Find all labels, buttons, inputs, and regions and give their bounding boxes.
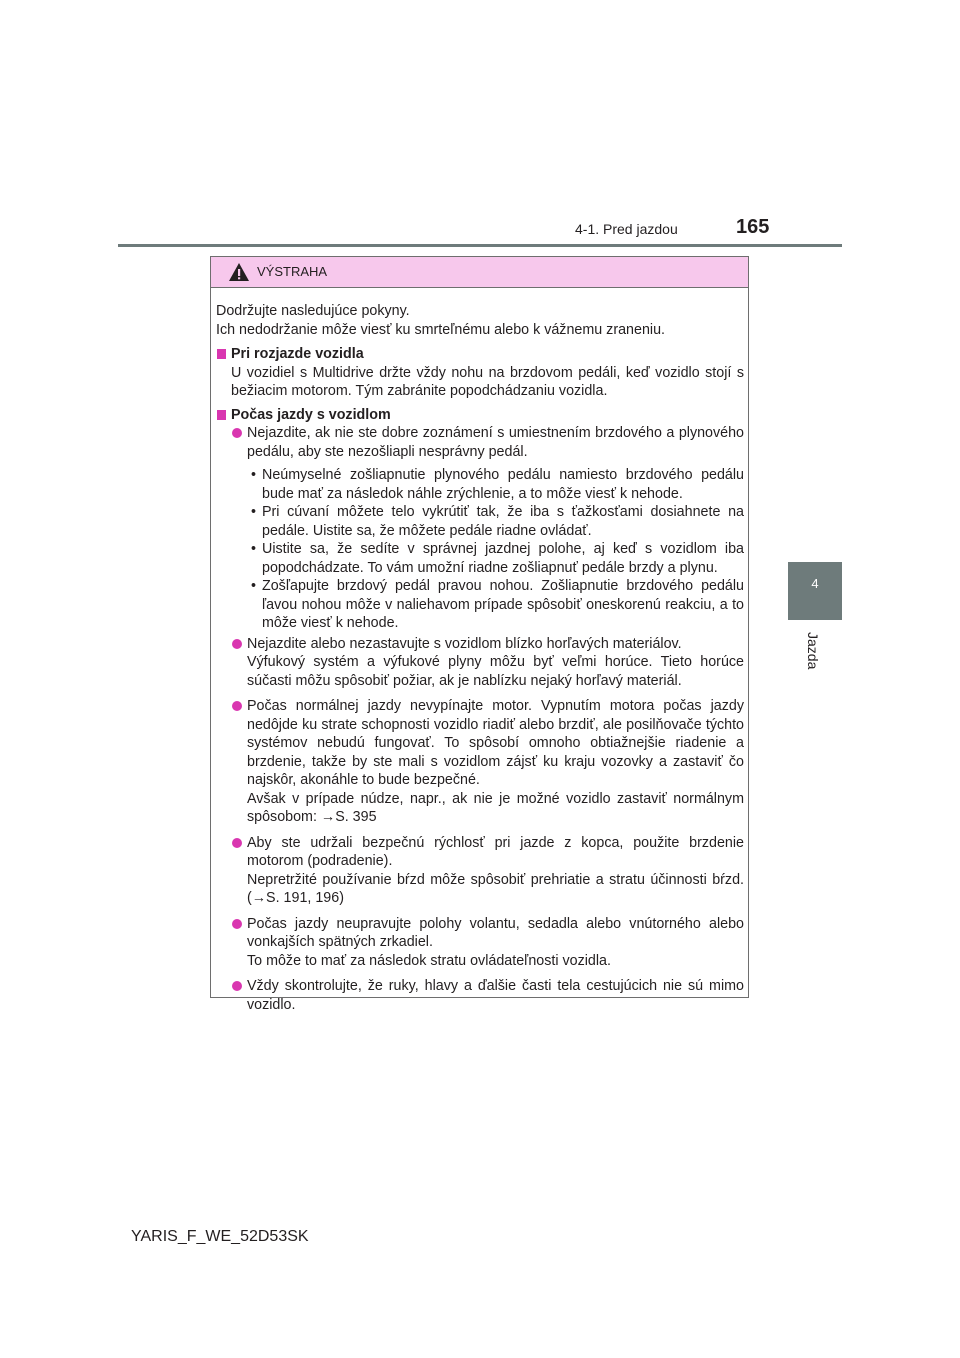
list-item: Počas jazdy neupravujte polohy volantu, sedadla alebo vnútorného alebo vonkajších spätných zrkadiel. To môže to mať za následok stratu ovládateľnosti vozidla. — [216, 915, 744, 971]
warning-title: VÝSTRAHA — [257, 264, 328, 279]
round-bullet-icon — [232, 838, 242, 848]
warning-header — [211, 257, 748, 288]
chapter-tab — [788, 562, 842, 620]
list-item: Nejazdite alebo nezastavujte s vozidlom blízko horľavých materiálov. Výfukový systém a výfukové plyny môžu byť veľmi horúce. Tieto horúce súčasti môžu spôsobiť požiar, ak je nablízku nejaký horľavý materiál. — [216, 635, 744, 691]
sub-list-item: • Neúmyselné zošliapnutie plynového pedálu namiesto brzdového pedálu bude mať za následok náhle zrýchlenie, a to môže viesť k nehode. — [251, 467, 744, 502]
list-item: Aby ste udržali bezpečnú rýchlosť pri jazde z kopca, použite brzdenie motorom (podradenie). Nepretržité používanie bŕzd môže spôsobiť prehriatie a stratu účinnosti bŕzd. (→S. 191, 196) — [216, 834, 744, 908]
list-item: Počas normálnej jazdy nevypínajte motor. Vypnutím motora počas jazdy nedôjde ku strate schopnosti vozidlo riadiť alebo brzdiť, ale posilňovače týchto systémov nebudú fungovať. To spôsobí omnoho obtiažnejšie riadenie a brzdenie, takže by ste mali s vozidlom zájsť ku kraju vozovky a zastaviť čo najskôr, akonáhle to bude bezpečné. Avšak v prípade núdze, napr., ak nie je možné vozidlo zastaviť normálnym spôsobom: →S. 395 — [216, 697, 744, 827]
sub-list-item: • Uistite sa, že sedíte v správnej jazdnej polohe, aj keď s vozidlom iba popodchádzate. To vám umožní riadne zošliapnuť pedále brzdy a plynu. — [251, 541, 744, 576]
page-number: 165 — [736, 216, 770, 238]
warning-triangle-icon — [228, 262, 250, 282]
intro-line-1: Dodržujte nasledujúce pokyny. — [216, 303, 410, 319]
round-bullet-icon — [232, 639, 242, 649]
list-item: Vždy skontrolujte, že ruky, hlavy a ďalšie časti tela cestujúcich nie sú mimo vozidlo. — [216, 977, 744, 1014]
warning-box — [210, 256, 749, 1013]
section-text: U vozidiel s Multidrive držte vždy nohu na brzdovom pedáli, keď vozidlo stojí s bežiacim motorom. Tým zabránite popodchádzaniu vozidla. — [231, 364, 744, 399]
section-heading: Počas jazdy s vozidlom — [216, 406, 744, 425]
section-title: 4-1. Pred jazdou — [575, 221, 678, 237]
sub-list-item: • Pri cúvaní môžete telo vykrútiť tak, že iba s ťažkosťami dosiahnete na pedále. Uistite sa, že môžete pedále riadne ovládať. — [251, 504, 744, 539]
header-rule — [118, 244, 842, 247]
round-bullet-icon — [232, 919, 242, 929]
round-bullet-icon — [232, 981, 242, 991]
warning-body — [211, 288, 748, 1014]
document-code: YARIS_F_WE_52D53SK — [131, 1228, 309, 1245]
list-item: Nejazdite, ak nie ste dobre zoznámení s umiestnením brzdového a plynového pedálu, aby ste nezošliapli nesprávny pedál. — [216, 424, 744, 461]
intro-line-2: Ich nedodržanie môže viesť ku smrteľnému alebo k vážnemu zraneniu. — [216, 321, 665, 338]
square-bullet-icon — [217, 410, 226, 420]
chapter-number: 4 — [811, 576, 819, 591]
section-heading: Pri rozjazde vozidla — [216, 345, 744, 364]
chapter-label: Jazda — [805, 632, 821, 670]
square-bullet-icon — [217, 349, 226, 359]
round-bullet-icon — [232, 428, 242, 438]
sub-list-item: • Zošľapujte brzdový pedál pravou nohou. Zošliapnutie brzdového pedálu ľavou nohou môže v naliehavom prípade spôsobiť oneskorenú reakciu, a to môže viesť k nehode. — [251, 578, 744, 631]
sub-list — [216, 466, 744, 633]
round-bullet-icon — [232, 701, 242, 711]
